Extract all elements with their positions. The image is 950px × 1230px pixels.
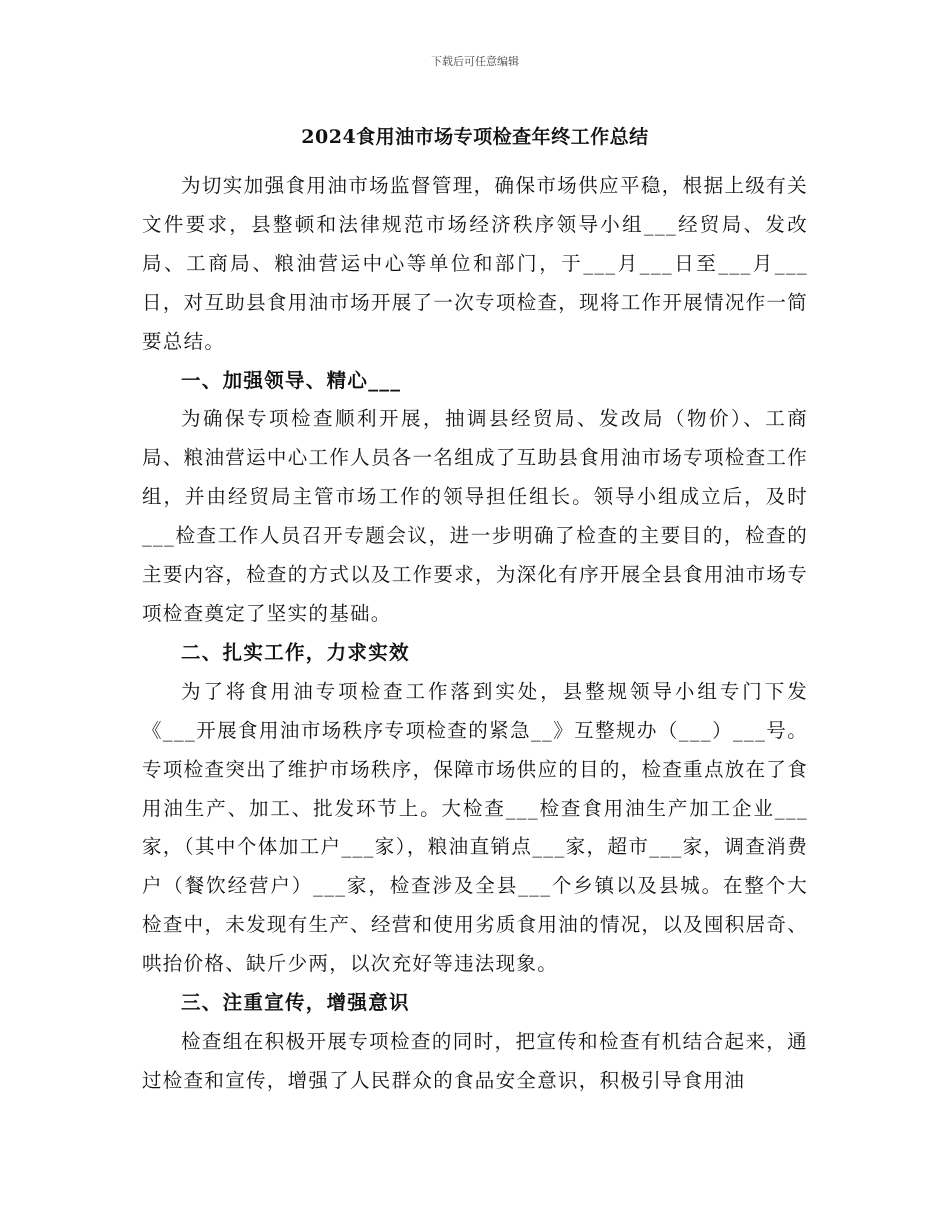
section-1-paragraph: 为确保专项检查顺利开展，抽调县经贸局、发改局（物价）、工商局、粮油营运中心工作人员各一名组成了互助县食用油市场专项检查工作组，并由经贸局主管市场工作的领导担任组长。领导小组成立后，及时___检查工作人员召开专题会议，进一步明确了检查的主要目的，检查的主要内容，检查的方式以及工作要求，为深化有序开展全县食用油市场专项检查奠定了坚实的基础。: [142, 407, 808, 625]
header-note: 下载后可任意编辑: [431, 55, 519, 68]
section-heading-3: 三、注重宣传，增强意识: [181, 991, 410, 1015]
section-2-paragraph: 为了将食用油专项检查工作落到实处，县整规领导小组专门下发《___开展食用油市场秩序专项检查的紧急__》互整规办（___）___号。专项检查突出了维护市场秩序，保障市场供应的目的，检查重点放在了食用油生产、加工、批发环节上。大检查___检查食用油生产加工企业___家，（其中个体加工户___家），粮油直销点___家，超市___家，调查消费户（餐饮经营户）___家，检查涉及全县___个乡镇以及县城。在整个大检查中，未发现有生产、经营和使用劣质食用油的情况，以及囤积居奇、哄抬价格、缺斤少两，以次充好等违法现象。: [142, 679, 808, 976]
document-body: [142, 167, 808, 1101]
section-heading-1: 一、加强领导、精心___: [181, 368, 402, 392]
document-title: 2024食用油市场专项检查年终工作总结: [301, 126, 649, 148]
section-heading-2: 二、扎实工作，力求实效: [181, 640, 410, 664]
section-3-paragraph: 检查组在积极开展专项检查的同时，把宣传和检查有机结合起来，通过检查和宣传，增强了人民群众的食品安全意识，积极引导食用油: [142, 1029, 808, 1092]
intro-paragraph: 为切实加强食用油市场监督管理，确保市场供应平稳，根据上级有关文件要求，县整顿和法律规范市场经济秩序领导小组___经贸局、发改局、工商局、粮油营运中心等单位和部门，于___月___日至___月___日，对互助县食用油市场开展了一次专项检查，现将工作开展情况作一简要总结。: [142, 174, 808, 353]
